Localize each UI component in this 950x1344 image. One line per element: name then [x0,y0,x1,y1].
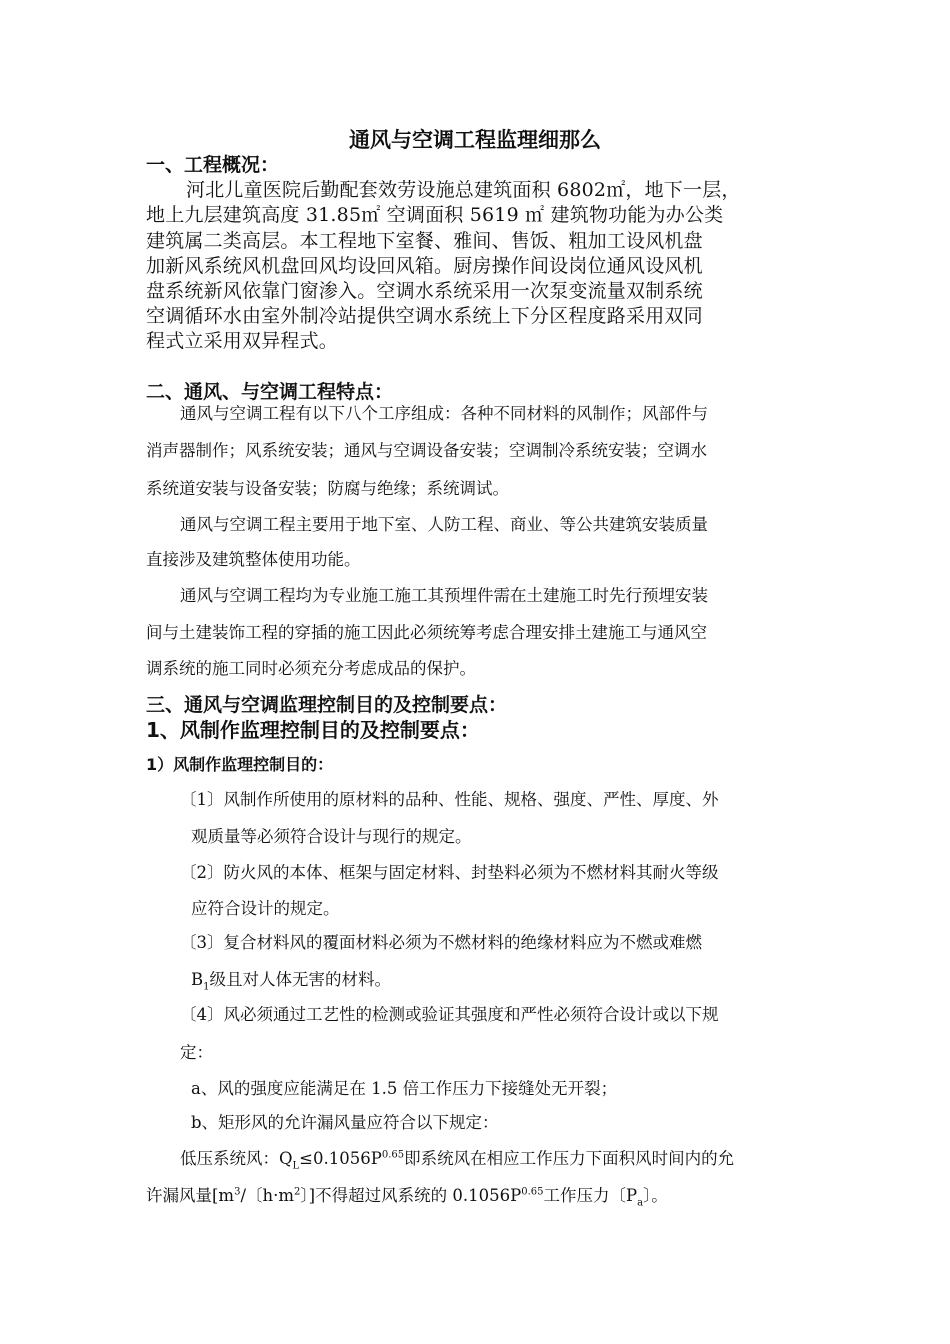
item-3-line-2 [191,966,391,992]
s2-p1-line-2: 消声器制作；风系统安装；通风与空调设备安装；空调制冷系统安装；空调水 [146,441,707,460]
s1-line-2: 地上九层建筑高度 31.85㎡ 空调面积 5619 ㎡ 建筑物功能为办公类 [146,204,724,226]
item-1-line-1: 〔1〕风制作所使用的原材料的品种、性能、规格、强度、严性、厚度、外 [180,790,719,809]
item-1-line-2: 观质量等必须符合设计与现行的规定。 [191,827,472,846]
s2-p2-line-2: 直接涉及建筑整体使用功能。 [146,550,361,569]
s2-p3-line-3: 调系统的施工同时必须充分考虑成品的保护。 [146,659,476,678]
s2-p1-line-1: 通风与空调工程有以下八个工序组成：各种不同材料的风制作；风部件与 [180,404,708,423]
section-3-heading: 三、通风与空调监理控制目的及控制要点： [146,694,508,716]
section-1-heading: 一、工程概况： [146,154,280,176]
section-2-heading: 二、通风、与空调工程特点： [146,381,394,403]
page-title: 通风与空调工程监理细那么 [349,128,601,152]
item-4-line-1: 〔4〕风必须通过工艺性的检测或验证其强度和严性必须符合设计或以下规 [180,1005,719,1024]
item-3-line-2-text: 级且对人体无害的材料。 [209,970,392,989]
subsection-1a-heading: 1）风制作监理控制目的： [146,755,334,774]
item-3-grade-subscript: 1 [203,981,210,993]
s1-line-3: 建筑属二类高层。本工程地下室餐、雅间、售饭、粗加工设风机盘 [146,230,703,252]
item-3-grade: B [191,970,204,989]
formula-line-2: 许漏风量[$m^3/$〔$h\cdot m^2$〕]不得超过风系统的 $0.1056P^{0.65}$工作压力〔$P_a$〕。 [146,1186,668,1209]
s1-line-6: 空调循环水由室外制冷站提供空调水系统上下分区程度路采用双同 [146,305,703,327]
s1-line-7: 程式立采用双异程式。 [146,330,339,352]
item-2-line-2: 应符合设计的规定。 [191,899,340,918]
s1-line-1: 河北儿童医院后勤配套效劳设施总建筑面积 6802㎡，地下一层， [186,179,741,201]
s2-p3-line-2: 间与土建装饰工程的穿插的施工因此必须统筹考虑合理安排土建施工与通风空 [146,623,707,642]
s1-line-4: 加新风系统风机盘回风均设回风箱。厨房操作间设岗位通风设风机 [146,255,703,277]
item-2-line-1: 〔2〕防火风的本体、框架与固定材料、封垫料必须为不燃材料其耐火等级 [180,863,719,882]
item-4-line-2: 定： [180,1043,213,1062]
s1-line-5: 盘系统新风依靠门窗渗入。空调水系统采用一次泵变流量双制系统 [146,280,703,302]
item-3-line-1: 〔3〕复合材料风的覆面材料必须为不燃材料的绝缘材料应为不燃或难燃 [180,933,702,952]
item-a: a、风的强度应能满足在 1.5 倍工作压力下接缝处无开裂； [191,1079,618,1098]
s2-p1-line-3: 系统道安装与设备安装；防腐与绝缘；系统调试。 [146,479,509,498]
item-b: b、矩形风的允许漏风量应符合以下规定： [191,1113,499,1132]
subsection-1-heading: 1、风制作监理控制目的及控制要点： [146,718,480,742]
formula-line-1: 低压系统风：$Q_L\le 0.1056P^{0.65}$即系统风在相应工作压力下面积风时间内的允 [180,1149,735,1172]
s2-p3-line-1: 通风与空调工程均为专业施工施工其预埋件需在土建施工时先行预埋安装 [180,586,708,605]
s2-p2-line-1: 通风与空调工程主要用于地下室、人防工程、商业、等公共建筑安装质量 [180,515,708,534]
